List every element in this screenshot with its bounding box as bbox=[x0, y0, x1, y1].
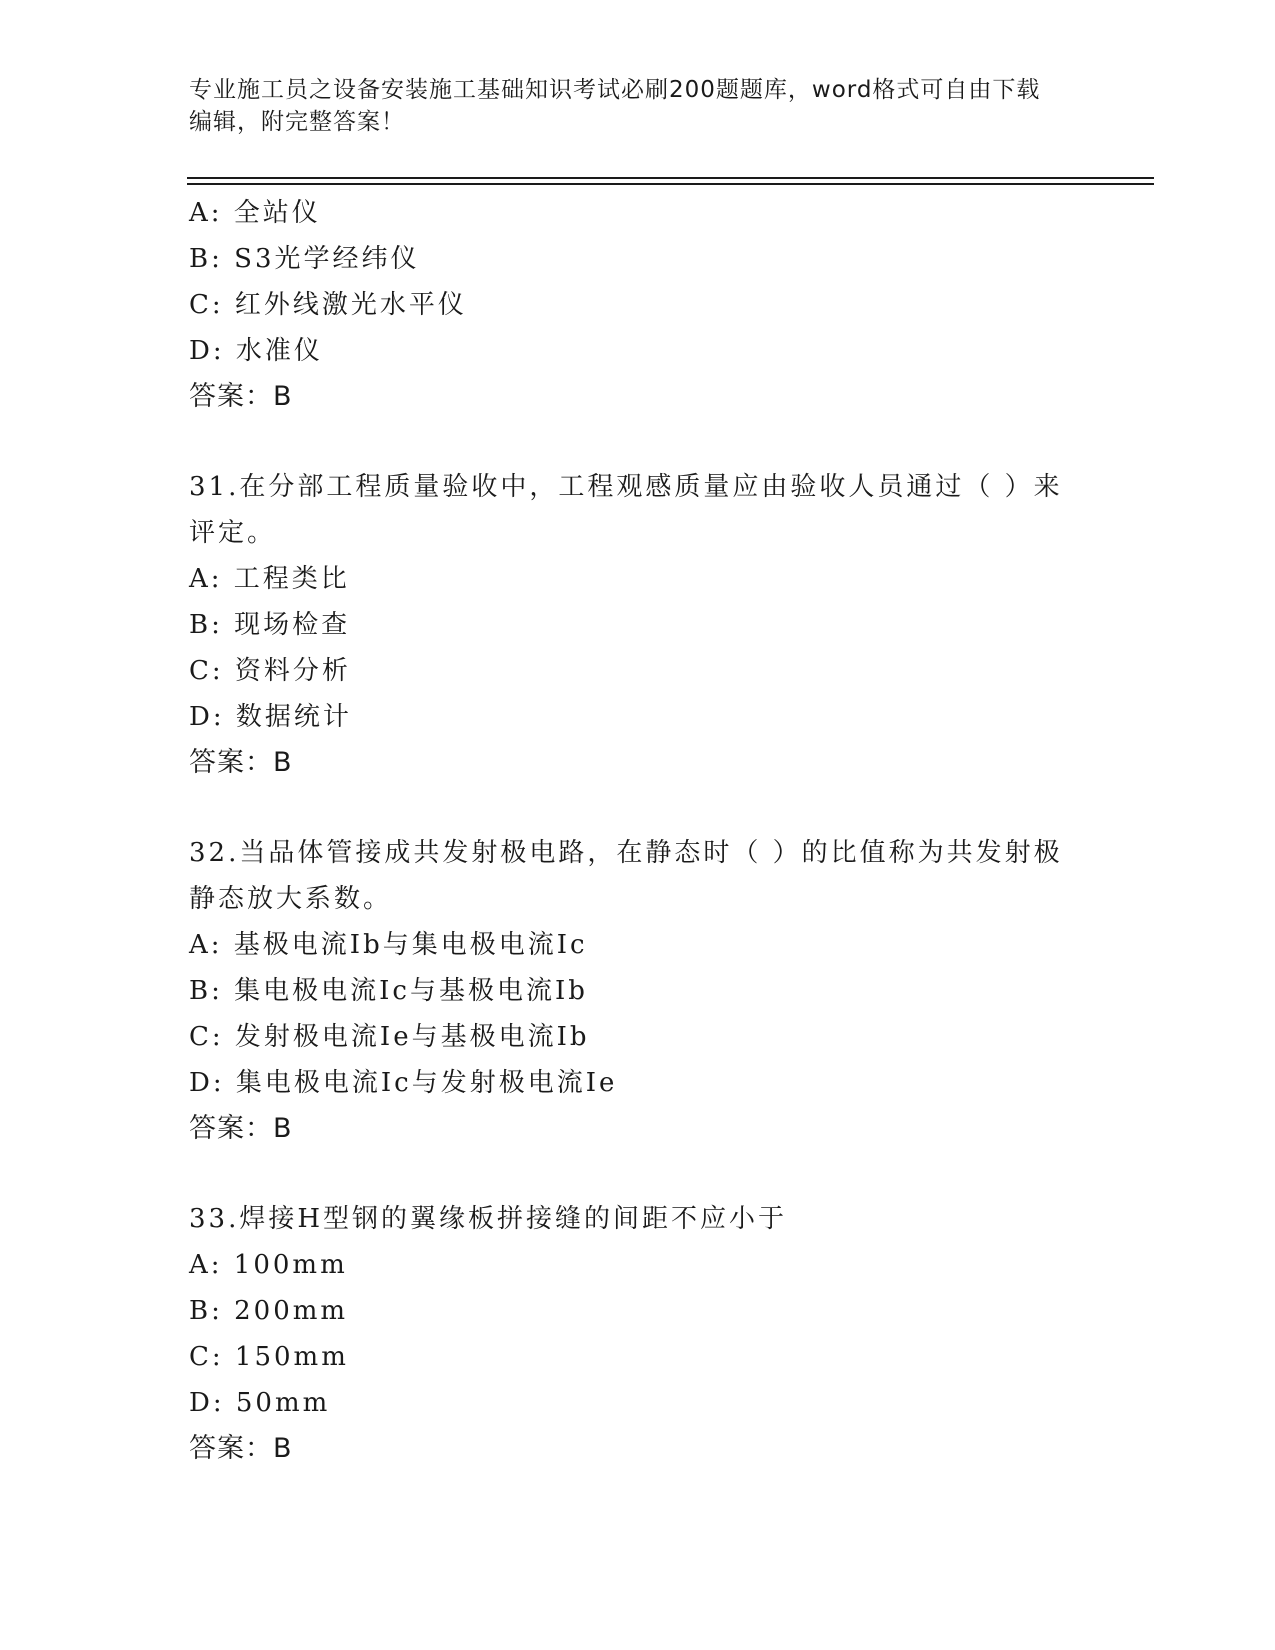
option-b: B: 现场检查 bbox=[189, 610, 351, 640]
answer-line: 答案：B bbox=[189, 1433, 293, 1464]
option-d: D: 数据统计 bbox=[189, 702, 352, 732]
option-a: A: 全站仪 bbox=[189, 198, 321, 228]
option-c: C: 红外线激光水平仪 bbox=[189, 290, 467, 320]
question-33 bbox=[189, 1196, 1089, 1472]
question-stem-line-1: 31.在分部工程质量验收中，工程观感质量应由验收人员通过（ ）来 bbox=[189, 472, 1063, 502]
option-a: A: 100mm bbox=[189, 1250, 348, 1280]
option-a: A: 工程类比 bbox=[189, 564, 350, 594]
answer-line: 答案：B bbox=[189, 1113, 293, 1144]
header-line-1: 专业施工员之设备安装施工基础知识考试必刷200题题库，word格式可自由下载 bbox=[189, 77, 1041, 103]
option-c: C: 发射极电流Ie与基极电流Ib bbox=[189, 1022, 590, 1052]
question-30 bbox=[189, 190, 1089, 420]
question-stem-line-1: 32.当品体管接成共发射极电路，在静态时（ ）的比值称为共发射极 bbox=[189, 838, 1063, 868]
document-header bbox=[189, 74, 1089, 138]
question-31 bbox=[189, 464, 1089, 786]
option-c: C: 150mm bbox=[189, 1342, 349, 1372]
question-list bbox=[189, 190, 1089, 1472]
header-line-2: 编辑，附完整答案！ bbox=[189, 109, 405, 135]
option-d: D: 50mm bbox=[189, 1388, 331, 1418]
header-divider-bottom bbox=[187, 183, 1154, 185]
answer-line: 答案：B bbox=[189, 747, 293, 778]
option-d: D: 水准仪 bbox=[189, 336, 323, 366]
header-divider-top bbox=[187, 177, 1154, 179]
answer-line: 答案：B bbox=[189, 381, 293, 412]
option-b: B: 200mm bbox=[189, 1296, 349, 1326]
option-c: C: 资料分析 bbox=[189, 656, 351, 686]
question-stem-line-2: 静态放大系数。 bbox=[189, 884, 393, 914]
option-a: A: 基极电流Ib与集电极电流Ic bbox=[189, 930, 588, 960]
option-d: D: 集电极电流Ic与发射极电流Ie bbox=[189, 1068, 618, 1098]
question-stem-line-2: 评定。 bbox=[189, 518, 277, 548]
option-b: B: S3光学经纬仪 bbox=[189, 244, 420, 274]
question-stem-line-1: 33.焊接H型钢的翼缘板拼接缝的间距不应小于 bbox=[189, 1204, 788, 1234]
question-32 bbox=[189, 830, 1089, 1152]
option-b: B: 集电极电流Ic与基极电流Ib bbox=[189, 976, 588, 1006]
